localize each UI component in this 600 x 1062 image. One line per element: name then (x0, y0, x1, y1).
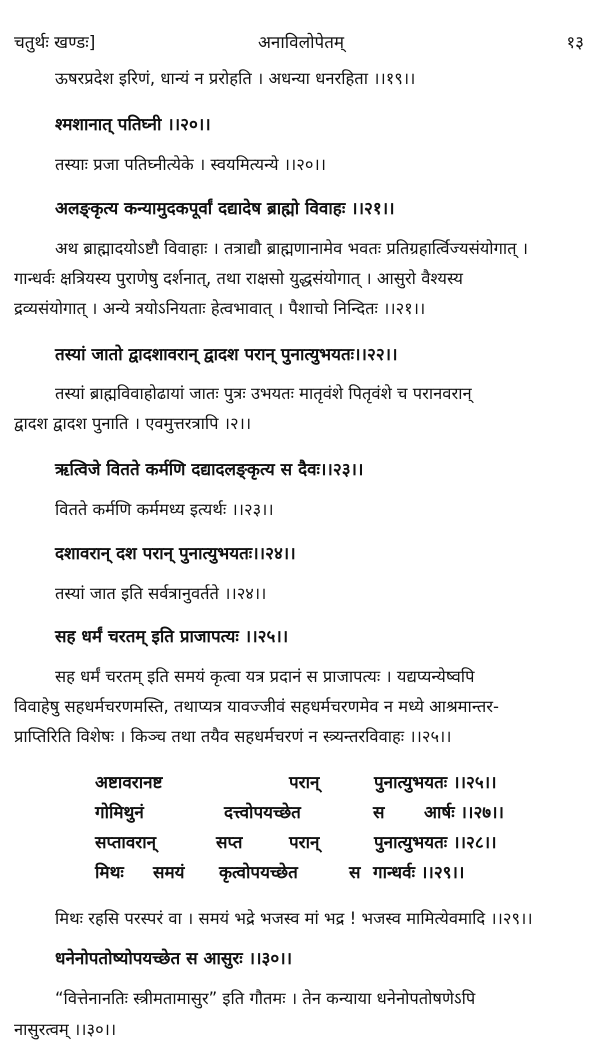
verse-word: आर्षः ।।२७।। (424, 803, 505, 823)
verse-word: दत्त्वोपयच्छेत (224, 803, 301, 823)
sutra-line: सह धर्मं चरतम् इति प्राजापत्यः ।।२५।। (55, 627, 289, 647)
verse-word: परान् (289, 833, 320, 853)
commentary-line: वितते कर्मणि कर्ममध्य इत्यर्थः ।।२३।। (55, 500, 274, 519)
verse-word: सप्तावरान् (95, 833, 157, 853)
chapter-label: चतुर्थः खण्डः] (14, 33, 96, 53)
sutra-line: अलङ्कृत्य कन्यामुदकपूर्वां दद्यादेष ब्राह्मो विवाहः ।।२१।। (55, 199, 395, 219)
commentary-line: गान्धर्वः क्षत्रियस्य पुराणेषु दर्शनात्, तथा राक्षसो युद्धसंयोगात् । आसुरो वैश्यस्य (14, 269, 463, 288)
page-number: १३ (566, 33, 584, 53)
sutra-line: धनेनोपतोष्योपयच्छेत स आसुरः ।।३०।। (55, 949, 293, 969)
verse-word: गान्धर्वः ।।२९।। (373, 863, 465, 883)
verse-word: स (349, 863, 361, 883)
verse-word: स (373, 803, 385, 823)
commentary-line: अथ ब्राह्मादयोऽष्टौ विवाहाः । तत्राद्यौ ब्राह्मणानामेव भवतः प्रतिग्रहार्त्विज्यसंयोगात् । (55, 239, 529, 258)
verse-word: समयं (153, 863, 185, 883)
verse-word: पुनात्युभयतः ।।२५।। (374, 773, 497, 793)
sutra-line: तस्यां जातो द्वादशावरान् द्वादश परान् पुनात्युभयतः।।२२।। (55, 345, 398, 365)
verse-word: अष्टावरानष्ट (95, 773, 163, 793)
commentary-line: तस्यां जात इति सर्वत्रानुवर्तते ।।२४।। (55, 584, 267, 603)
sutra-line: दशावरान् दश परान् पुनात्युभयतः।।२४।। (55, 544, 296, 564)
verse-word: गोमिथुनं (95, 803, 144, 823)
commentary-line: ऊषरप्रदेश इरिणं, धान्यं न प्ररोहति । अधन्या धनरहिता ।।१९।। (55, 69, 416, 88)
commentary-line: द्वादश द्वादश पुनाति । एवमुत्तरत्रापि ।२।। (14, 414, 252, 433)
book-title: अनाविलोपेतम् (257, 33, 345, 53)
commentary-line: द्रव्यसंयोगात् । अन्ये त्रयोऽनियताः हेत्वभावात् । पैशाचो निन्दितः ।।२१।। (14, 299, 426, 318)
verse-word: मिथः (95, 863, 124, 883)
commentary-line: तस्यां ब्राह्मविवाहोढायां जातः पुत्रः उभयतः मातृवंशे पितृवंशे च परानवरान् (55, 384, 472, 403)
commentary-line: सह धर्मं चरतम् इति समयं कृत्वा यत्र प्रदानं स प्राजापत्यः । यद्यप्यन्येष्वपि (55, 667, 475, 686)
verse-word: परान् (289, 773, 320, 793)
commentary-line: तस्याः प्रजा पतिघ्नीत्येके । स्वयमित्यन्ये ।।२०।। (55, 155, 326, 174)
commentary-line: मिथः रहसि परस्परं वा । समयं भद्रे भजस्व मां भद्र ! भजस्व मामित्येवमादि ।।२९।। (55, 909, 533, 928)
commentary-line: नासुरत्वम् ।।३०।। (14, 1020, 117, 1039)
sutra-line: ऋत्विजे वितते कर्मणि दद्यादलङ्कृत्य स दैवः।।२३।। (55, 460, 364, 480)
verse-word: पुनात्युभयतः ।।२८।। (374, 833, 497, 853)
running-header (14, 30, 588, 56)
verse-word: कृत्वोपयच्छेत (219, 863, 298, 883)
verse-word: सप्त (216, 833, 243, 853)
commentary-line: “वित्तेनानतिः स्त्रीमतामासुर” इति गौतमः । तेन कन्याया धनेनोपतोषणेऽपि (55, 989, 476, 1008)
commentary-line: विवाहेषु सहधर्मचरणमस्ति, तथाप्यत्र यावज्जीवं सहधर्मचरणमेव न मध्ये आश्रमान्तर- (14, 697, 500, 716)
commentary-line: प्राप्तिरिति विशेषः । किञ्च तथा तयैव सहधर्मचरणं न स्त्र्यन्तरविवाहः ।।२५।। (14, 727, 452, 746)
sutra-line: श्मशानात् पतिघ्नी ।।२०।। (55, 115, 211, 135)
